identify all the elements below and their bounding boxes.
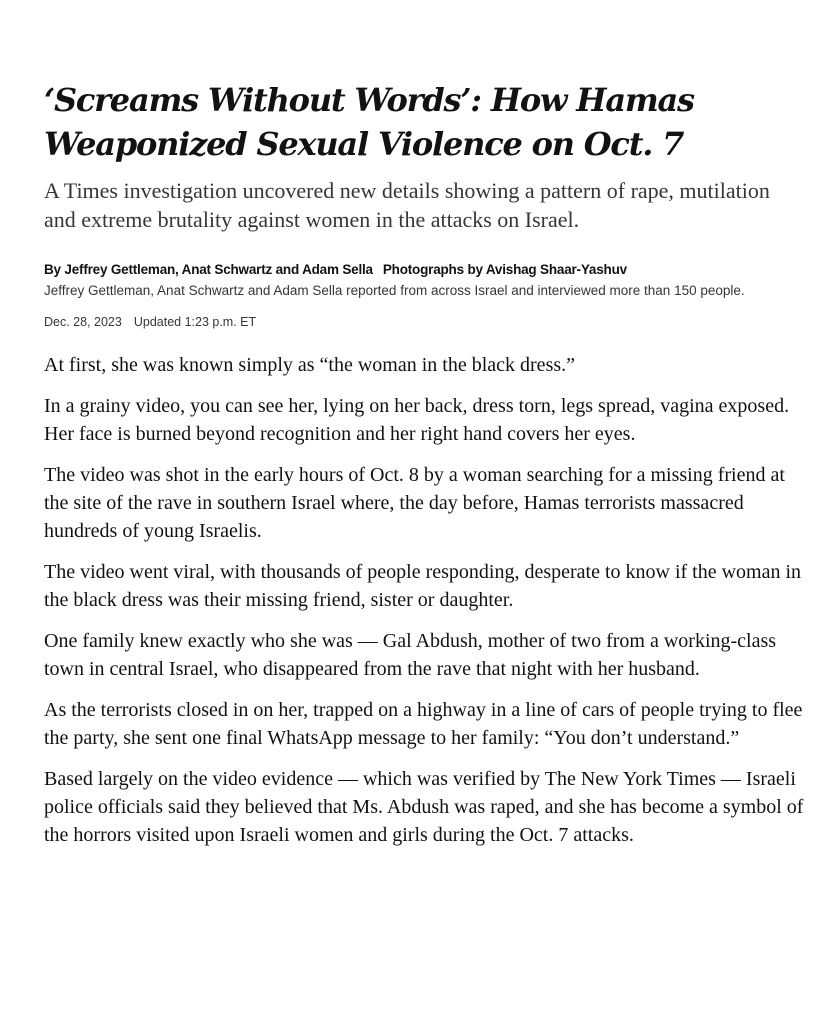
summary: A Times investigation uncovered new details showing a pattern of rape, mutilation and extreme brutality against women in the attacks on Israel.	[44, 178, 770, 232]
body-paragraph: The video was shot in the early hours of Oct. 8 by a woman searching for a missing friend at the site of the rave in southern Israel where, the day before, Hamas terrorists massacred hundreds of young Israelis.	[44, 464, 785, 542]
body-paragraph: The video went viral, with thousands of people responding, desperate to know if the woman in the black dress was their missing friend, sister or daughter.	[44, 561, 802, 611]
byline-authors: By Jeffrey Gettleman, Anat Schwartz and Adam Sella	[44, 262, 373, 277]
byline	[44, 261, 804, 279]
body-paragraph: One family knew exactly who she was — Gal Abdush, mother of two from a working-class town in central Israel, who disappeared from the rave that night with her husband.	[44, 630, 777, 680]
article	[44, 78, 804, 862]
dateline	[44, 314, 804, 330]
byline-photographs: Photographs by Avishag Shaar-Yashuv	[382, 262, 627, 277]
reporting-note: Jeffrey Gettleman, Anat Schwartz and Adam Sella reported from across Israel and interviewed more than 150 people.	[44, 283, 745, 298]
article-body	[44, 351, 804, 849]
updated-time: Updated 1:23 p.m. ET	[133, 315, 257, 329]
body-paragraph: As the terrorists closed in on her, trapped on a highway in a line of cars of people trying to flee the party, she sent one final WhatsApp message to her family: “You don’t understand.”	[44, 699, 803, 749]
body-paragraph: In a grainy video, you can see her, lying on her back, dress torn, legs spread, vagina exposed. Her face is burned beyond recognition and her right hand covers her eyes.	[44, 395, 790, 445]
body-paragraph: Based largely on the video evidence — which was verified by The New York Times — Israeli police officials said they believed that Ms. Abdush was raped, and she has become a symbol of the horrors visited upon Israeli women and girls during the Oct. 7 attacks.	[44, 768, 804, 846]
headline: ‘Screams Without Words’: How Hamas Weaponized Sexual Violence on Oct. 7	[44, 81, 694, 163]
publish-date: Dec. 28, 2023	[44, 315, 122, 329]
body-paragraph: At first, she was known simply as “the woman in the black dress.”	[44, 354, 576, 376]
